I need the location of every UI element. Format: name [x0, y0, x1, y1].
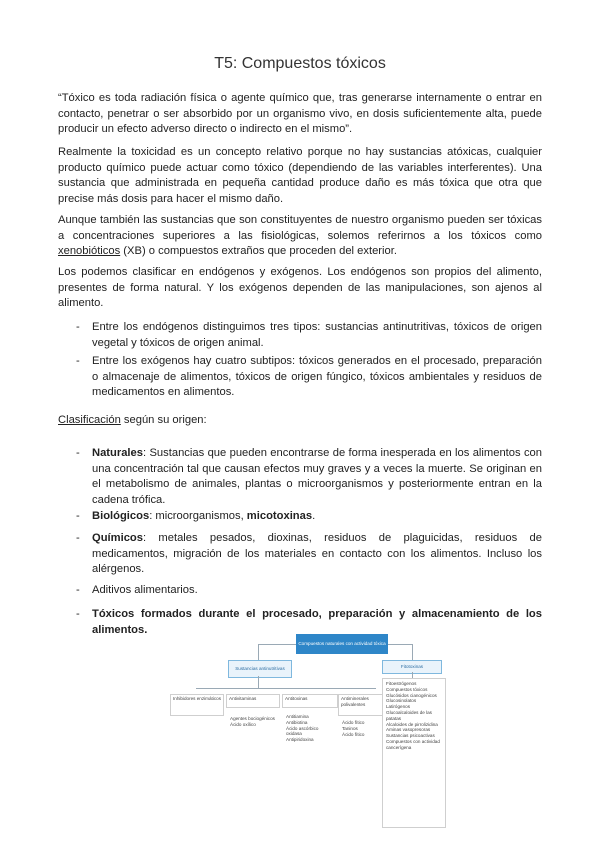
classify-paragraph: Los podemos clasificar en endógenos y exógenos. Los endógenos son propios del alimento, presentes de forma natural. Y los exógenos dependen de las manipulaciones, son ajenos al alimento.	[58, 266, 542, 310]
bullet-dash: -	[76, 321, 80, 333]
diagram-inhibidores: Inhibidores enzimáticos	[170, 694, 224, 716]
list-item-naturales	[92, 446, 542, 508]
connector-line	[412, 644, 413, 660]
quimicos-term: Químicos	[92, 532, 143, 544]
diagram-antitoxinas: Antitoxinas	[282, 694, 338, 708]
diagram-antivitaminas: Antivitaminas	[226, 694, 280, 708]
diagram-antinutritivas: Sustancias antinutritivas	[228, 660, 292, 678]
connector-line	[258, 644, 259, 660]
quimicos-text: : metales pesados, dioxinas, residuos de plaguicidas, residuos de medicamentos, migración de los materiales en contacto con los alimentos. Incluso los alérgenos.	[92, 532, 542, 576]
diagram-fitotoxinas-items: Fitoestrógenos Compuestos tóxicos Glucósidos cianogénicos Glucosinolatos Latirógenos Glucoalcaloides de las patatas Alcaloides de pirrolizidina Aminas vasopresoras Sustancias psicoactivas Compuestos con actividad cancerígena	[382, 678, 446, 828]
classification-term: Clasificación	[58, 414, 121, 426]
naturales-text: : Sustancias que pueden encontrarse de forma inesperada en los alimentos con una concentración tal que causan efectos muy graves y a veces la muerte. Se originan en el metabolismo de animales, plantas o microorganismos y posteriormente entran en la cadena trófica.	[92, 447, 542, 506]
list-item-aditivos: Aditivos alimentarios.	[92, 584, 198, 596]
formados-term: Tóxicos formados durante el procesado, preparación y almacenamiento de los alimentos.	[92, 608, 542, 636]
classification-heading	[58, 413, 542, 429]
list-item-biologicos	[92, 509, 542, 525]
diagram-fitotoxinas: Fitotoxinas	[382, 660, 442, 674]
biologicos-term: Biológicos	[92, 510, 150, 522]
list-item-endogenos: Entre los endógenos distinguimos tres tipos: sustancias antinutritivas, tóxicos de origen vegetal y tóxicos de origen animal.	[92, 321, 542, 349]
xenobioticos-term: xenobióticos	[58, 245, 121, 258]
intro-quote: “Tóxico es toda radiación física o agente químico que, tras generarse internamente o entrar en contacto, penetrar o ser absorbido por un organismo vivo, en dosis suficientemente alta, puede producir un efecto adverso directo o indirecto en el mismo”.	[58, 92, 542, 136]
xeno-text-2: (XB) o compuestos extraños que proceden del exterior.	[120, 245, 397, 258]
bullet-dash: -	[76, 532, 80, 544]
bullet-dash: -	[76, 355, 80, 367]
diagram-antitoxinas-items: Antitiamina Antibiotina Ácido ascórbico oxidasa Antipiridoxina	[286, 714, 319, 743]
connector-line	[388, 644, 412, 645]
list-item-exogenos: Entre los exógenos hay cuatro subtipos: tóxicos generados en el procesado, preparación o almacenaje de alimentos, tóxicos de origen fúngico, tóxicos ambientales y residuos de medicamentos en alimentos.	[92, 355, 542, 399]
biologicos-text: : microorganismos,	[149, 510, 247, 522]
toxic-compounds-diagram	[168, 626, 444, 828]
naturales-term: Naturales	[92, 447, 143, 459]
bullet-dash: -	[76, 447, 80, 459]
diagram-antiminerales-items: Ácido fítico Taninos Ácido fítico	[342, 720, 365, 737]
connector-line	[196, 688, 376, 689]
page-title: T5: Compuestos tóxicos	[214, 55, 386, 72]
xenobiotics-paragraph	[58, 213, 542, 260]
biologicos-end: .	[312, 510, 316, 522]
micotoxinas-term: micotoxinas	[246, 510, 313, 522]
bullet-dash: -	[76, 608, 80, 620]
connector-line	[258, 676, 259, 688]
list-item-quimicos	[92, 531, 542, 578]
xeno-text-1: Aunque también las sustancias que son constituyentes de nuestro organismo pueden ser tóxicas a concentraciones superiores a las fisiológicas, solemos referirnos a los tóxicos como	[58, 214, 542, 242]
toxicity-paragraph: Realmente la toxicidad es un concepto relativo porque no hay sustancias atóxicas, cualquier producto químico puede actuar como tóxico (dependiendo de las variables interferentes). Una sustancia que administrada en pequeña cantidad produce daño es más tóxica que otra que precise más dosis para hacer el mismo daño.	[58, 146, 542, 205]
diagram-antiminerales: Antiminerales polivalentes	[338, 694, 384, 716]
classification-rest: según su origen:	[120, 414, 207, 426]
bullet-dash: -	[76, 510, 80, 522]
diagram-antivitaminas-items: Agentes bociogénicos Ácido oxílico	[230, 716, 275, 727]
diagram-root: Compuestos naturales con actividad tóxica	[296, 634, 388, 654]
connector-line	[258, 644, 296, 645]
bullet-dash: -	[76, 584, 80, 596]
